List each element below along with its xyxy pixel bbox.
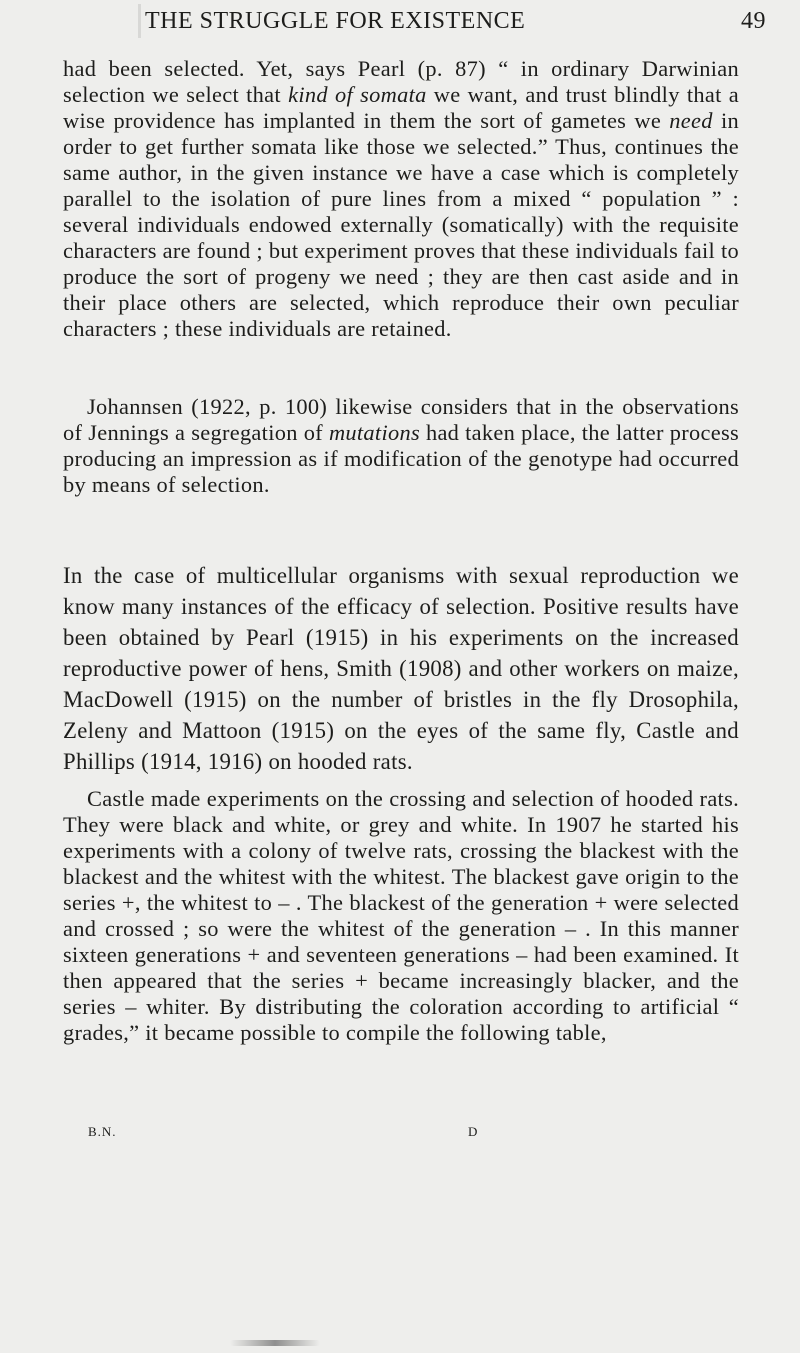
italic-word: mutations <box>328 420 420 445</box>
signature-mark: B.N. <box>88 1124 117 1139</box>
page-footer <box>0 1124 800 1144</box>
text-segment: Johannsen (1922, p. 100) likewise considers that in the observations of Jennings a segregation of <box>63 394 739 445</box>
paragraph-castle: Castle made experiments on the crossing and selection of hooded rats. They were black and white, or grey and white. In 1907 he started his experiments with a colony of twelve rats, crossing the blackest with the blackest and the whitest with the whitest. The blackest gave origin to the series +, the whitest to – . The blackest of the generation + were selected and crossed ; so were the whitest of the generation – . In this manner sixteen generations + and seventeen generations – had been examined. It then appeared that the series + became increasingly blacker, and the series – whiter. By distributing the coloration according to artificial “ grades,” it became possible to compile the following table, <box>63 786 739 1045</box>
running-head <box>0 4 800 38</box>
scan-artifact <box>230 1340 320 1346</box>
paragraph-multicellular: In the case of multicellular organisms with sexual reproduction we know many instances of the efficacy of selection. Positive results have been obtained by Pearl (1915) in his experiments on the increased reproductive power of hens, Smith (1908) and other workers on maize, MacDowell (1915) on the number of bristles in the fly Drosophila, Zeleny and Mattoon (1915) on the eyes of the same fly, Castle and Phillips (1914, 1916) on hooded rats. <box>63 563 739 774</box>
page-number: 49 <box>741 8 766 34</box>
paragraph-johannsen <box>63 394 739 498</box>
italic-word: need <box>669 108 713 133</box>
text-segment: had been selected. Yet, says Pearl (p. 87) “ in ordinary Darwinian selection we select that <box>63 56 739 107</box>
italic-phrase: kind of somata <box>288 82 427 107</box>
binding-shadow <box>138 4 141 38</box>
text-segment: we want, and trust blindly that a wise providence has implanted in them the sort of gametes we <box>63 82 739 133</box>
gathering-letter: D <box>468 1124 479 1139</box>
paragraph-pearl-quote <box>63 56 739 342</box>
text-segment: in order to get further somata like those we selected.” Thus, continues the same author, in the given instance we have a case which is completely parallel to the isolation of pure lines from a mixed “ population ” : several individuals endowed externally (somatically) with the requisite characters are found ; but experiment proves that these individuals fail to produce the sort of progeny we need ; they are then cast aside and in their place others are selected, which reproduce their own peculiar characters ; these individuals are retained. <box>63 108 739 341</box>
text-segment: had taken place, the latter process producing an impression as if modification of the genotype had occurred by means of selection. <box>63 420 740 497</box>
running-title: THE STRUGGLE FOR EXISTENCE <box>145 8 526 34</box>
